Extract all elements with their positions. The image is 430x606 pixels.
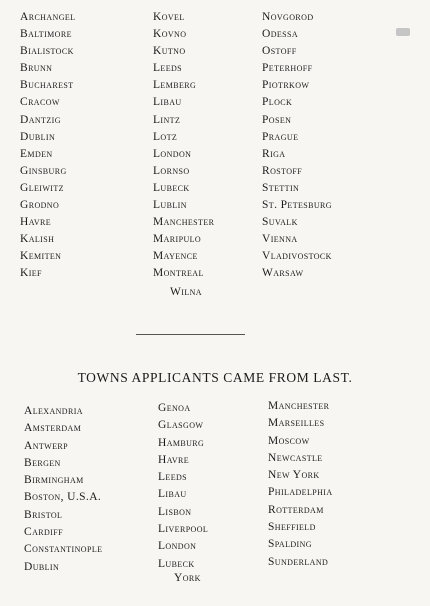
city-name: Bergen — [24, 456, 61, 469]
city-name: Kief — [20, 267, 42, 280]
city-name: Odessa — [262, 28, 299, 41]
city-name: Suvalk — [262, 216, 298, 229]
city-name: Lotz — [153, 130, 178, 143]
city-name: Cracow — [20, 96, 60, 109]
city-name: Vladivostock — [262, 250, 332, 263]
city-name: Plock — [262, 96, 293, 109]
city-name: Dublin — [24, 560, 60, 573]
city-name: Antwerp — [24, 439, 68, 452]
city-name: Leeds — [158, 471, 188, 484]
city-name: Bucharest — [20, 79, 74, 92]
city-name: Sunderland — [268, 555, 329, 568]
city-name: Warsaw — [262, 267, 304, 280]
city-name: Bristol — [24, 508, 63, 521]
city-name: Havre — [20, 216, 52, 229]
top-extra-city: Wilna — [170, 286, 202, 298]
bottom-column-1 — [24, 403, 102, 576]
city-name: Stettin — [262, 181, 300, 194]
city-name: Moscow — [268, 434, 310, 447]
city-name: Ostoff — [262, 45, 297, 58]
city-name: Dantzig — [20, 113, 61, 126]
city-name: Newcastle — [268, 451, 323, 464]
city-name: Kovel — [153, 11, 185, 23]
city-name: Bialistock — [20, 45, 74, 58]
city-name: Kovno — [153, 28, 187, 41]
city-name: Kemiten — [20, 250, 62, 263]
city-name: Dublin — [20, 130, 56, 143]
city-name: Rotterdam — [268, 503, 324, 516]
city-name: Grodno — [20, 199, 60, 212]
city-name: Maripulo — [153, 233, 202, 246]
city-name: Posen — [262, 113, 292, 126]
city-name: Lemberg — [153, 79, 197, 92]
city-name: Gleiwitz — [20, 181, 64, 194]
city-name: Havre — [158, 453, 190, 466]
city-name: Cardiff — [24, 526, 63, 539]
city-name: Lublin — [153, 199, 187, 212]
city-name: Rostoff — [262, 164, 303, 177]
city-name: Vienna — [262, 233, 298, 246]
city-name: Libau — [158, 488, 187, 501]
city-name: Constantinople — [24, 543, 103, 556]
city-name: Manchester — [153, 216, 215, 229]
city-name: Lisbon — [158, 505, 192, 518]
city-name: Liverpool — [158, 523, 209, 536]
city-name: Ginsburg — [20, 164, 67, 177]
city-name: Montreal — [153, 267, 204, 280]
city-name: London — [158, 540, 197, 553]
bottom-extra-city: York — [174, 572, 201, 584]
city-name: Novgorod — [262, 11, 314, 23]
city-name: Hamburg — [158, 436, 205, 449]
city-name: Manchester — [268, 400, 330, 412]
city-name: Sheffield — [268, 521, 316, 534]
city-name: Piotrkow — [262, 79, 310, 92]
city-name: Kutno — [153, 45, 186, 58]
bottom-column-2 — [158, 400, 208, 573]
city-name: Libau — [153, 96, 182, 109]
city-name: St. Petesburg — [262, 199, 332, 212]
city-name: Baltimore — [20, 28, 72, 41]
city-name: Prague — [262, 130, 299, 143]
city-name: Amsterdam — [24, 422, 82, 435]
city-name: Lubeck — [153, 181, 190, 194]
city-name: Spalding — [268, 538, 312, 551]
ink-mark — [396, 28, 410, 36]
city-name: Mayence — [153, 250, 198, 263]
city-name: Lubeck — [158, 557, 195, 570]
city-name: Marseilles — [268, 417, 325, 430]
section-divider — [136, 334, 245, 335]
city-name: Glasgow — [158, 419, 204, 432]
city-name: Brunn — [20, 62, 53, 75]
city-name: Peterhoff — [262, 62, 313, 75]
city-name: Alexandria — [24, 405, 83, 417]
top-column-3 — [262, 9, 332, 283]
city-name: Riga — [262, 147, 286, 160]
city-name: Birmingham — [24, 474, 84, 487]
city-name: Boston, U.S.A. — [24, 491, 102, 504]
bottom-column-3 — [268, 398, 333, 571]
city-name: Emden — [20, 147, 53, 160]
top-column-1 — [20, 9, 75, 283]
top-column-2 — [153, 9, 214, 283]
city-name: London — [153, 147, 192, 160]
section-heading: TOWNS APPLICANTS CAME FROM LAST. — [77, 370, 353, 385]
city-name: Archangel — [20, 11, 76, 23]
city-name: Philadelphia — [268, 486, 333, 499]
city-name: Lornso — [153, 164, 190, 177]
city-name: New York — [268, 469, 320, 482]
city-name: Lintz — [153, 113, 181, 126]
city-name: Leeds — [153, 62, 183, 75]
city-name: Kalish — [20, 233, 55, 246]
city-name: Genoa — [158, 402, 191, 414]
